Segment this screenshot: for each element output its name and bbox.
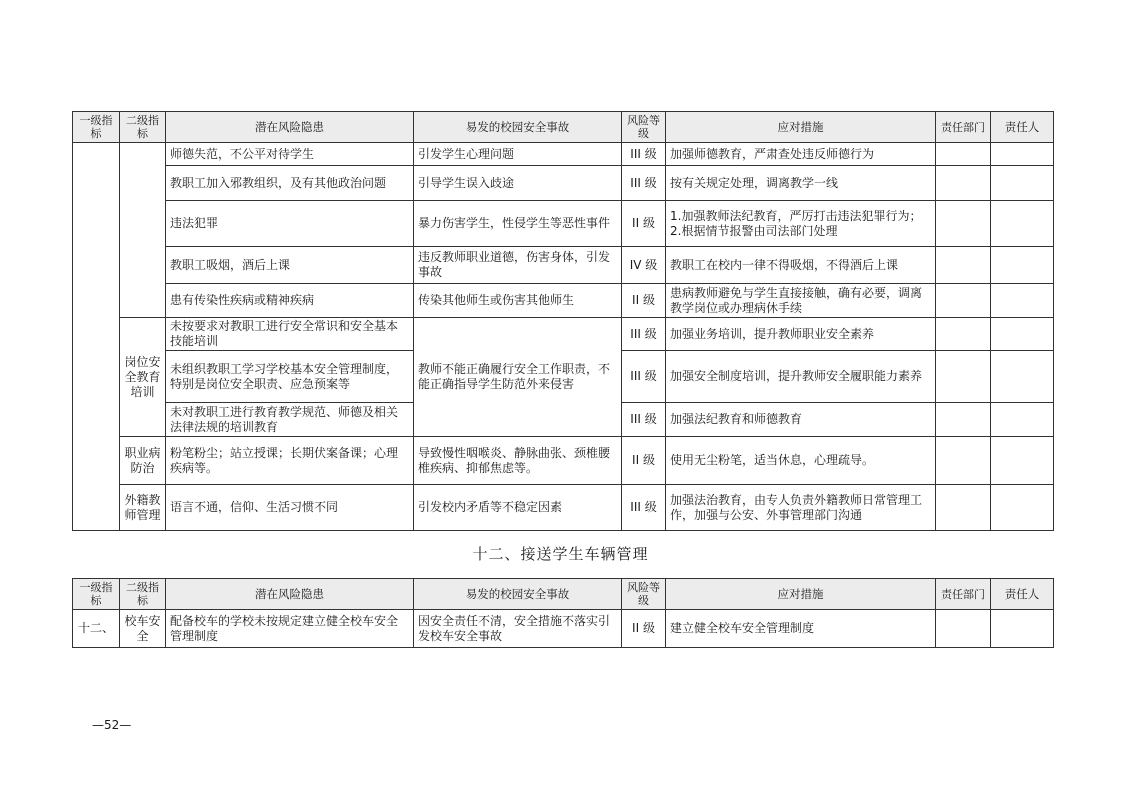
header-level: 风险等级: [622, 112, 666, 143]
risk-table: [72, 111, 1054, 531]
header-risk: 潜在风险隐患: [166, 112, 414, 143]
accident-cell: 引发学生心理问题: [414, 143, 622, 166]
table-row: [73, 284, 1054, 318]
level-cell: III 级: [622, 318, 666, 351]
accident-cell: 违反教师职业道德，伤害身体，引发事故: [414, 247, 622, 284]
risk-cell: 违法犯罪: [166, 201, 414, 247]
level-cell: III 级: [622, 485, 666, 531]
header-person: 责任人: [991, 579, 1054, 610]
table-header-row: [73, 579, 1054, 610]
dept-cell: [936, 284, 991, 318]
foreign-teacher-category: 外籍教师管理: [120, 485, 166, 531]
accident-cell: 暴力伤害学生，性侵学生等恶性事件: [414, 201, 622, 247]
header-accident: 易发的校园安全事故: [414, 579, 622, 610]
risk-cell: 患有传染性疾病或精神疾病: [166, 284, 414, 318]
level-cell: III 级: [622, 351, 666, 403]
accident-cell: 导致慢性咽喉炎、静脉曲张、颈椎腰椎疾病、抑郁焦虑等。: [414, 437, 622, 485]
person-cell: [991, 351, 1054, 403]
risk-cell: 粉笔粉尘；站立授课；长期伏案备课；心理疾病等。: [166, 437, 414, 485]
dept-cell: [936, 201, 991, 247]
level-cell: III 级: [622, 403, 666, 437]
person-cell: [991, 201, 1054, 247]
level-cell: III 级: [622, 166, 666, 201]
header-dept: 责任部门: [936, 112, 991, 143]
occupational-category: 职业病防治: [120, 437, 166, 485]
person-cell: [991, 437, 1054, 485]
header-person: 责任人: [991, 112, 1054, 143]
person-cell: [991, 284, 1054, 318]
measure-cell: 1.加强教师法纪教育，严厉打击违法犯罪行为；2.根据情节报警由司法部门处理: [666, 201, 936, 247]
measure-cell: 加强业务培训，提升教师职业安全素养: [666, 318, 936, 351]
level-cell: II 级: [622, 610, 666, 648]
dept-cell: [936, 166, 991, 201]
dept-cell: [936, 143, 991, 166]
level2-cell: [120, 143, 166, 318]
level-cell: II 级: [622, 201, 666, 247]
measure-cell: 加强师德教育，严肃查处违反师德行为: [666, 143, 936, 166]
person-cell: [991, 318, 1054, 351]
table-row: [73, 437, 1054, 485]
vehicle-risk-table: [72, 578, 1054, 648]
header-level1: 一级指标: [73, 112, 120, 143]
person-cell: [991, 166, 1054, 201]
table-row: [73, 485, 1054, 531]
header-risk: 潜在风险隐患: [166, 579, 414, 610]
dept-cell: [936, 318, 991, 351]
table-row: [73, 247, 1054, 284]
header-level1: 一级指标: [73, 579, 120, 610]
header-accident: 易发的校园安全事故: [414, 112, 622, 143]
accident-cell: 传染其他师生或伤害其他师生: [414, 284, 622, 318]
table-row: [73, 318, 1054, 351]
risk-cell: 教职工加入邪教组织，及有其他政治问题: [166, 166, 414, 201]
page-number: —52—: [92, 718, 132, 732]
table-row: [73, 201, 1054, 247]
measure-cell: 加强安全制度培训，提升教师安全履职能力素养: [666, 351, 936, 403]
risk-cell: 未对教职工进行教育教学规范、师德及相关法律法规的培训教育: [166, 403, 414, 437]
dept-cell: [936, 403, 991, 437]
level1-cell: [73, 143, 120, 531]
risk-cell: 配备校车的学校未按规定建立健全校车安全管理制度: [166, 610, 414, 648]
measure-cell: 按有关规定处理，调离教学一线: [666, 166, 936, 201]
header-level: 风险等级: [622, 579, 666, 610]
person-cell: [991, 143, 1054, 166]
measure-cell: 加强法治教育，由专人负责外籍教师日常管理工作，加强与公安、外事管理部门沟通: [666, 485, 936, 531]
level1-cell: 十二、: [73, 610, 120, 648]
header-dept: 责任部门: [936, 579, 991, 610]
dept-cell: [936, 247, 991, 284]
accident-cell: 因安全责任不清，安全措施不落实引发校车安全事故: [414, 610, 622, 648]
table-header-row: [73, 112, 1054, 143]
header-measure: 应对措施: [666, 112, 936, 143]
risk-cell: 教职工吸烟，酒后上课: [166, 247, 414, 284]
level-cell: IV 级: [622, 247, 666, 284]
header-measure: 应对措施: [666, 579, 936, 610]
person-cell: [991, 485, 1054, 531]
measure-cell: 教职工在校内一律不得吸烟，不得酒后上课: [666, 247, 936, 284]
level-cell: III 级: [622, 143, 666, 166]
dept-cell: [936, 610, 991, 648]
header-level2: 二级指标: [120, 112, 166, 143]
header-level2: 二级指标: [120, 579, 166, 610]
person-cell: [991, 247, 1054, 284]
training-category: 岗位安全教育培训: [120, 318, 166, 437]
risk-cell: 师德失范，不公平对待学生: [166, 143, 414, 166]
measure-cell: 加强法纪教育和师德教育: [666, 403, 936, 437]
measure-cell: 患病教师避免与学生直接接触，确有必要，调离教学岗位或办理病休手续: [666, 284, 936, 318]
level2-cell: 校车安全: [120, 610, 166, 648]
table-row: [73, 143, 1054, 166]
table-row: [73, 166, 1054, 201]
person-cell: [991, 610, 1054, 648]
risk-cell: 未按要求对教职工进行安全常识和安全基本技能培训: [166, 318, 414, 351]
measure-cell: 使用无尘粉笔，适当休息，心理疏导。: [666, 437, 936, 485]
accident-cell: 引导学生误入歧途: [414, 166, 622, 201]
risk-cell: 未组织教职工学习学校基本安全管理制度，特别是岗位安全职责、应急预案等: [166, 351, 414, 403]
accident-cell: 引发校内矛盾等不稳定因素: [414, 485, 622, 531]
person-cell: [991, 403, 1054, 437]
table-row: [73, 610, 1054, 648]
dept-cell: [936, 437, 991, 485]
training-accident-cell: 教师不能正确履行安全工作职责，不能正确指导学生防范外来侵害: [414, 318, 622, 437]
section-title: 十二、接送学生车辆管理: [472, 545, 649, 563]
measure-cell: 建立健全校车安全管理制度: [666, 610, 936, 648]
dept-cell: [936, 485, 991, 531]
dept-cell: [936, 351, 991, 403]
level-cell: II 级: [622, 284, 666, 318]
level-cell: II 级: [622, 437, 666, 485]
risk-cell: 语言不通，信仰、生活习惯不同: [166, 485, 414, 531]
